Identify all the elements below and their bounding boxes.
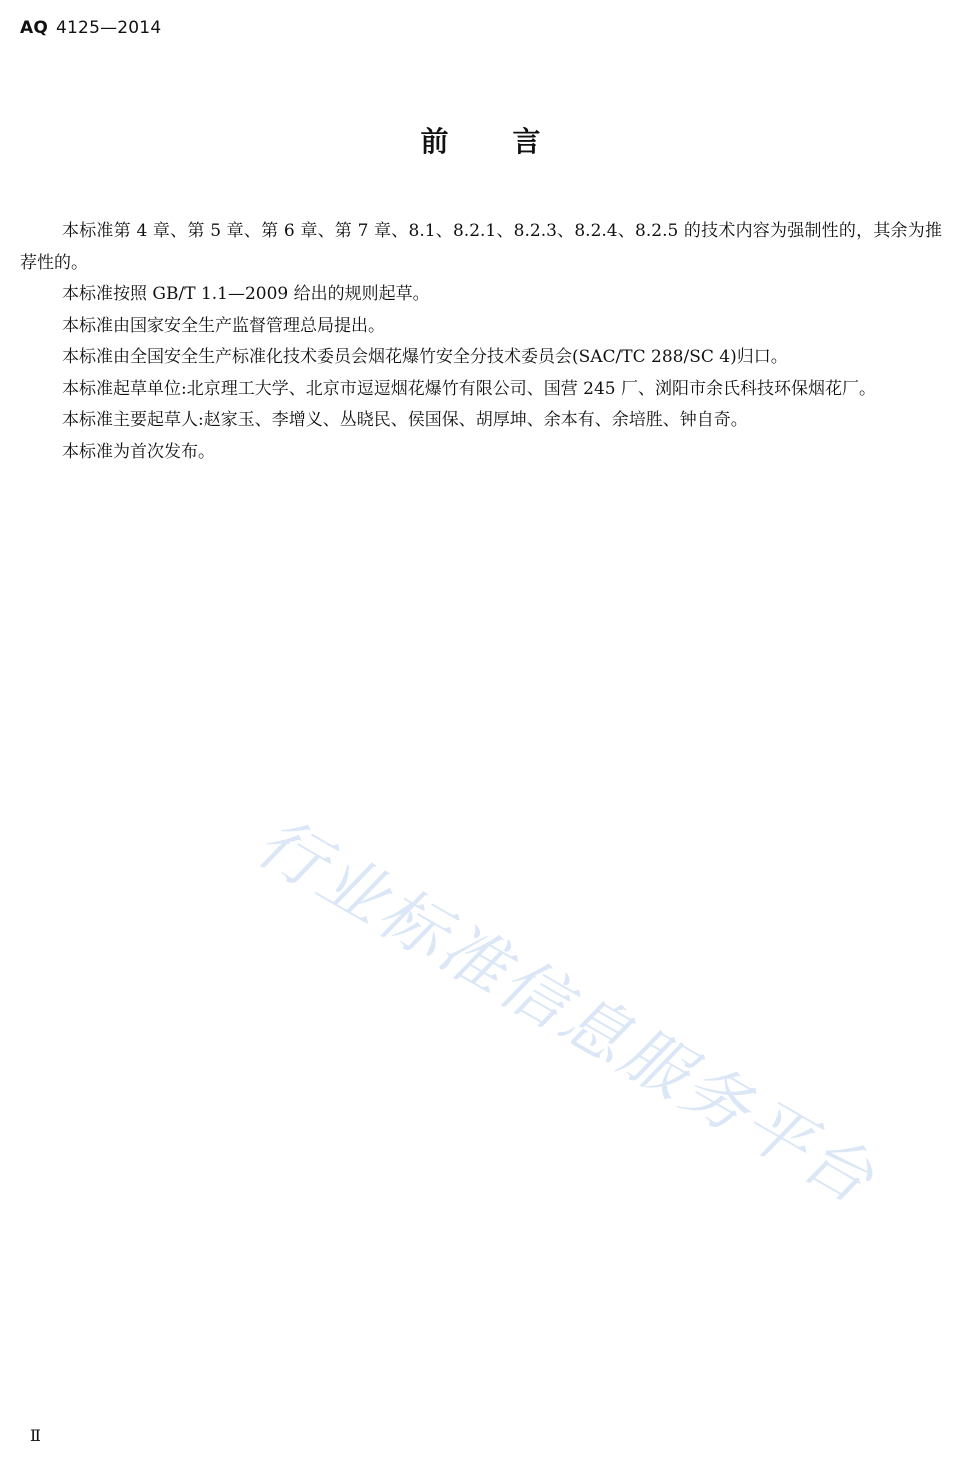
paragraph-drafting-units: 本标准起草单位:北京理工大学、北京市逗逗烟花爆竹有限公司、国营 245 厂、浏阳市余氏科技环保烟花厂。 [62, 378, 876, 399]
page-title: 前言 [420, 125, 605, 158]
paragraph-proposer: 本标准由国家安全生产监督管理总局提出。 [62, 315, 385, 336]
watermark: 行业标准信息服务平台 [244, 802, 889, 1220]
paragraph-mandatory-clauses: 本标准第 4 章、第 5 章、第 6 章、第 7 章、8.1、8.2.1、8.2.3、8.2.4、8.2.5 的技术内容为强制性的，其余为推荐性的。 [20, 221, 942, 273]
paragraph-committee: 本标准由全国安全生产标准化技术委员会烟花爆竹安全分技术委员会(SAC/TC 288/SC 4)归口。 [62, 347, 788, 367]
foreword-body [20, 216, 942, 468]
paragraph-drafters: 本标准主要起草人:赵家玉、李增义、丛晓民、侯国保、胡厚坤、余本有、余培胜、钟自奇。 [62, 410, 748, 430]
paragraph-drafting-rules: 本标准按照 GB/T 1.1—2009 给出的规则起草。 [62, 284, 430, 304]
page-number: Ⅱ [30, 1426, 41, 1445]
document-header [20, 18, 161, 38]
standard-code: AQ [20, 18, 49, 38]
paragraph-first-release: 本标准为首次发布。 [62, 441, 215, 462]
standard-number: 4125—2014 [56, 18, 162, 38]
